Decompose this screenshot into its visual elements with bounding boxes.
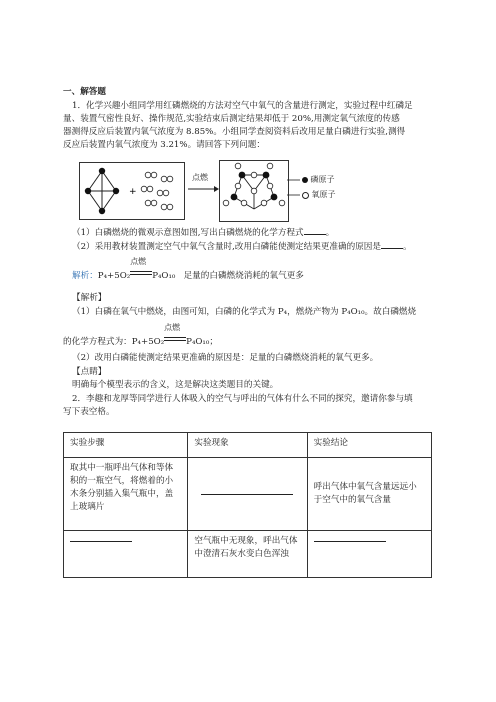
analysis-equals-sign: [164, 337, 186, 341]
row2-phenomenon-line-2: 中澄清石灰水变白色浑浊: [194, 549, 289, 559]
header-step: 实验步骤: [64, 433, 188, 458]
row1-step-line-2: 积的一瓶空气，将燃着的小: [70, 476, 174, 486]
q1-sub1-text: （1）白磷燃烧的微观示意图如图,写出白磷燃烧的化学方程式: [72, 228, 304, 238]
answer-reason: 足量的白磷燃烧消耗的氧气更多: [183, 271, 304, 281]
row1-phenomenon-blank[interactable]: [201, 494, 293, 495]
product-box: [219, 160, 289, 222]
oxygen-atom-icon: [302, 192, 309, 199]
analysis-1a: （1）白磷在氧气中燃烧，由图可知，白磷的化学式为 P₄，燃烧产物为 P₄O₁₀。故白磷燃烧: [72, 307, 417, 317]
answer-lhs: P₄+5O₂: [97, 271, 131, 281]
analysis-equation-condition: [164, 323, 186, 344]
answer-line: [72, 257, 304, 282]
q1-sub2: [72, 240, 412, 253]
row2-step-blank[interactable]: [70, 541, 132, 542]
table-row: [64, 531, 432, 578]
legend-phosphorus-label: 磷原子: [310, 175, 335, 184]
section-title: 一、解答题: [63, 87, 106, 97]
equation-condition: [130, 257, 152, 278]
legend-phosphorus: [302, 174, 335, 186]
q1-sub2-text: （2）采用教材装置测定空气中氧气含量时,改用白磷能使测定结果更准确的原因是: [72, 242, 381, 252]
reactant-box: [79, 162, 185, 220]
legend-oxygen: [302, 189, 336, 201]
analysis-2: （2）改用白磷能使测定结果更准确的原因是：足量的白磷燃烧消耗的氧气更多。: [72, 353, 379, 363]
row1-conclusion-line-1: 呼出气体中氧气含量远远小: [313, 482, 417, 492]
row1-phenomenon: [188, 458, 307, 531]
q1-line-3: 器测得反应后装置内氧气浓度为 8.85%。小组同学查阅资料后改用足量白磷进行实验,测得: [63, 127, 406, 137]
experiment-table: [63, 432, 432, 578]
o2-molecules: [141, 172, 173, 210]
header-conclusion: 实验结论: [307, 433, 431, 458]
q1-line-2: 量、装置气密性良好、操作规范,实验结束后测定结果却低于 20%,用测定氧气浓度的传感: [63, 114, 400, 124]
row2-phenomenon: [188, 531, 307, 578]
comment-text: 明确每个模型表示的含义，这是解决这类题目的关键。: [72, 380, 279, 390]
q1-sub2-end: 。: [402, 242, 412, 252]
row1-conclusion-line-2: 于空气中的氧气含量: [313, 495, 391, 505]
row2-conclusion-blank[interactable]: [314, 541, 386, 542]
ignite-label: 点燃: [192, 173, 208, 182]
analysis-1b: [63, 323, 218, 348]
analysis-1b-rhs: P₄O₁₀；: [186, 337, 218, 347]
equals-sign: [130, 271, 152, 275]
p4-molecule: [85, 168, 119, 214]
analysis-label: 【解析】: [72, 293, 107, 303]
reactants-svg: [80, 163, 184, 219]
q1-line-4: 反应后装置内氧气浓度为 3.21%。请回答下列问题：: [63, 140, 265, 150]
p4o10-molecule-svg: [220, 161, 288, 221]
q2-line-2: 写下表空格。: [63, 407, 115, 417]
analysis-1b-lhs: P₄+5O₂: [131, 337, 165, 347]
q1-line-1: 1．化学兴趣小组同学用红磷燃烧的方法对空气中氧气的含量进行测定，实验过程中红磷足: [72, 101, 413, 111]
comment-label: 【点睛】: [72, 367, 107, 377]
row2-conclusion: [307, 531, 431, 578]
answer-blank-1[interactable]: [304, 226, 326, 235]
row1-step-line-3: 木条分别插入集气瓶中，盖: [70, 489, 174, 499]
answer-rhs: P₄O₁₀: [152, 271, 176, 281]
row1-step-line-1: 取其中一瓶呼出气体和等体: [70, 463, 174, 473]
table-row: [64, 458, 432, 531]
q2-line-1: 2．李趣和龙厚等同学进行人体吸入的空气与呼出的气体有什么不同的探究，邀请你参与填: [72, 394, 413, 404]
row2-step: [64, 531, 188, 578]
answer-label: 解析：: [72, 271, 98, 281]
q1-sub1: [72, 226, 334, 239]
row1-step: [64, 458, 188, 531]
analysis-1b-condition: 点燃: [164, 323, 181, 332]
answer-blank-2[interactable]: [381, 240, 403, 249]
legend-leader-lines: [287, 175, 301, 205]
header-phenomenon: 实验现象: [188, 433, 307, 458]
row1-conclusion: [307, 458, 431, 531]
table-header-row: [64, 433, 432, 458]
plus-sign: +: [129, 187, 137, 197]
reaction-arrow-icon: [188, 185, 220, 193]
analysis-1b-prefix: 的化学方程式为：: [63, 337, 132, 347]
legend-oxygen-label: 氧原子: [311, 190, 336, 199]
q1-sub1-end: 。: [325, 228, 335, 238]
answer-condition: 点燃: [130, 257, 147, 266]
row1-step-line-4: 上玻璃片: [70, 502, 105, 512]
row2-phenomenon-line-1: 空气瓶中无现象，呼出气体: [194, 536, 298, 546]
phosphorus-atom-icon: [302, 177, 308, 183]
